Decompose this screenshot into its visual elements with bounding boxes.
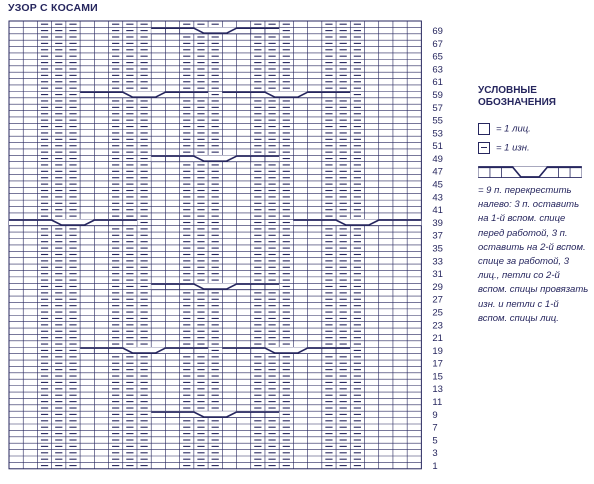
legend-knit	[478, 123, 531, 135]
row-number-label: 11	[432, 397, 443, 409]
row-number-label: 67	[432, 38, 443, 50]
row-number-label: 5	[432, 435, 438, 447]
row-number-label: 23	[432, 320, 443, 332]
row-number-label: 37	[432, 230, 443, 242]
knit-symbol-icon	[478, 123, 490, 135]
row-numbers	[432, 26, 443, 472]
cable-symbol-icon	[478, 166, 582, 178]
cable-background	[479, 167, 582, 178]
legend-title	[478, 85, 556, 109]
legend-title-line2: ОБОЗНАЧЕНИЯ	[478, 97, 556, 108]
row-number-label: 21	[432, 333, 443, 345]
row-number-label: 39	[432, 217, 443, 229]
row-number-label: 35	[432, 243, 443, 255]
row-number-label: 63	[432, 64, 443, 76]
legend-cable-drawing	[479, 167, 582, 178]
row-number-label: 49	[432, 153, 443, 165]
row-number-label: 19	[432, 345, 443, 357]
row-number-label: 57	[432, 102, 443, 114]
row-number-label: 51	[432, 141, 443, 153]
row-number-label: 1	[432, 460, 438, 472]
row-number-label: 47	[432, 166, 443, 178]
row-number-label: 9	[432, 409, 438, 421]
row-number-label: 61	[432, 77, 443, 89]
row-number-label: 27	[432, 294, 443, 306]
row-number-label: 33	[432, 256, 443, 268]
row-number-label: 15	[432, 371, 443, 383]
row-number-label: 41	[432, 205, 443, 217]
purl-symbol-icon	[478, 142, 490, 154]
row-number-label: 69	[432, 25, 443, 37]
row-number-label: 55	[432, 115, 443, 127]
row-number-label: 17	[432, 358, 443, 370]
row-number-label: 43	[432, 192, 443, 204]
row-number-label: 29	[432, 281, 443, 293]
row-number-label: 59	[432, 89, 443, 101]
legend-knit-label: = 1 лиц.	[496, 123, 531, 135]
row-number-label: 25	[432, 307, 443, 319]
row-number-label: 53	[432, 128, 443, 140]
row-number-label: 7	[432, 422, 438, 434]
legend-cable-description: = 9 п. перекрестить налево: 3 п. оставить на 1-й вспом. спице перед работой, 3 п. оставить на 2-й вспом. спице за работой, 3 лиц., петли со 2-й вспом. спицы провязать изн. и петли с 1-й вспом. спицы лиц.	[478, 185, 589, 324]
legend-purl	[478, 142, 530, 154]
row-number-label: 45	[432, 179, 443, 191]
legend-title-line1: УСЛОВНЫЕ	[478, 85, 537, 96]
row-number-label: 65	[432, 51, 443, 63]
row-number-label: 31	[432, 269, 443, 281]
row-number-label: 13	[432, 384, 443, 396]
legend-purl-label: = 1 изн.	[496, 142, 530, 154]
chart-title: УЗОР С КОСАМИ	[8, 2, 98, 14]
row-number-label: 3	[432, 448, 438, 460]
